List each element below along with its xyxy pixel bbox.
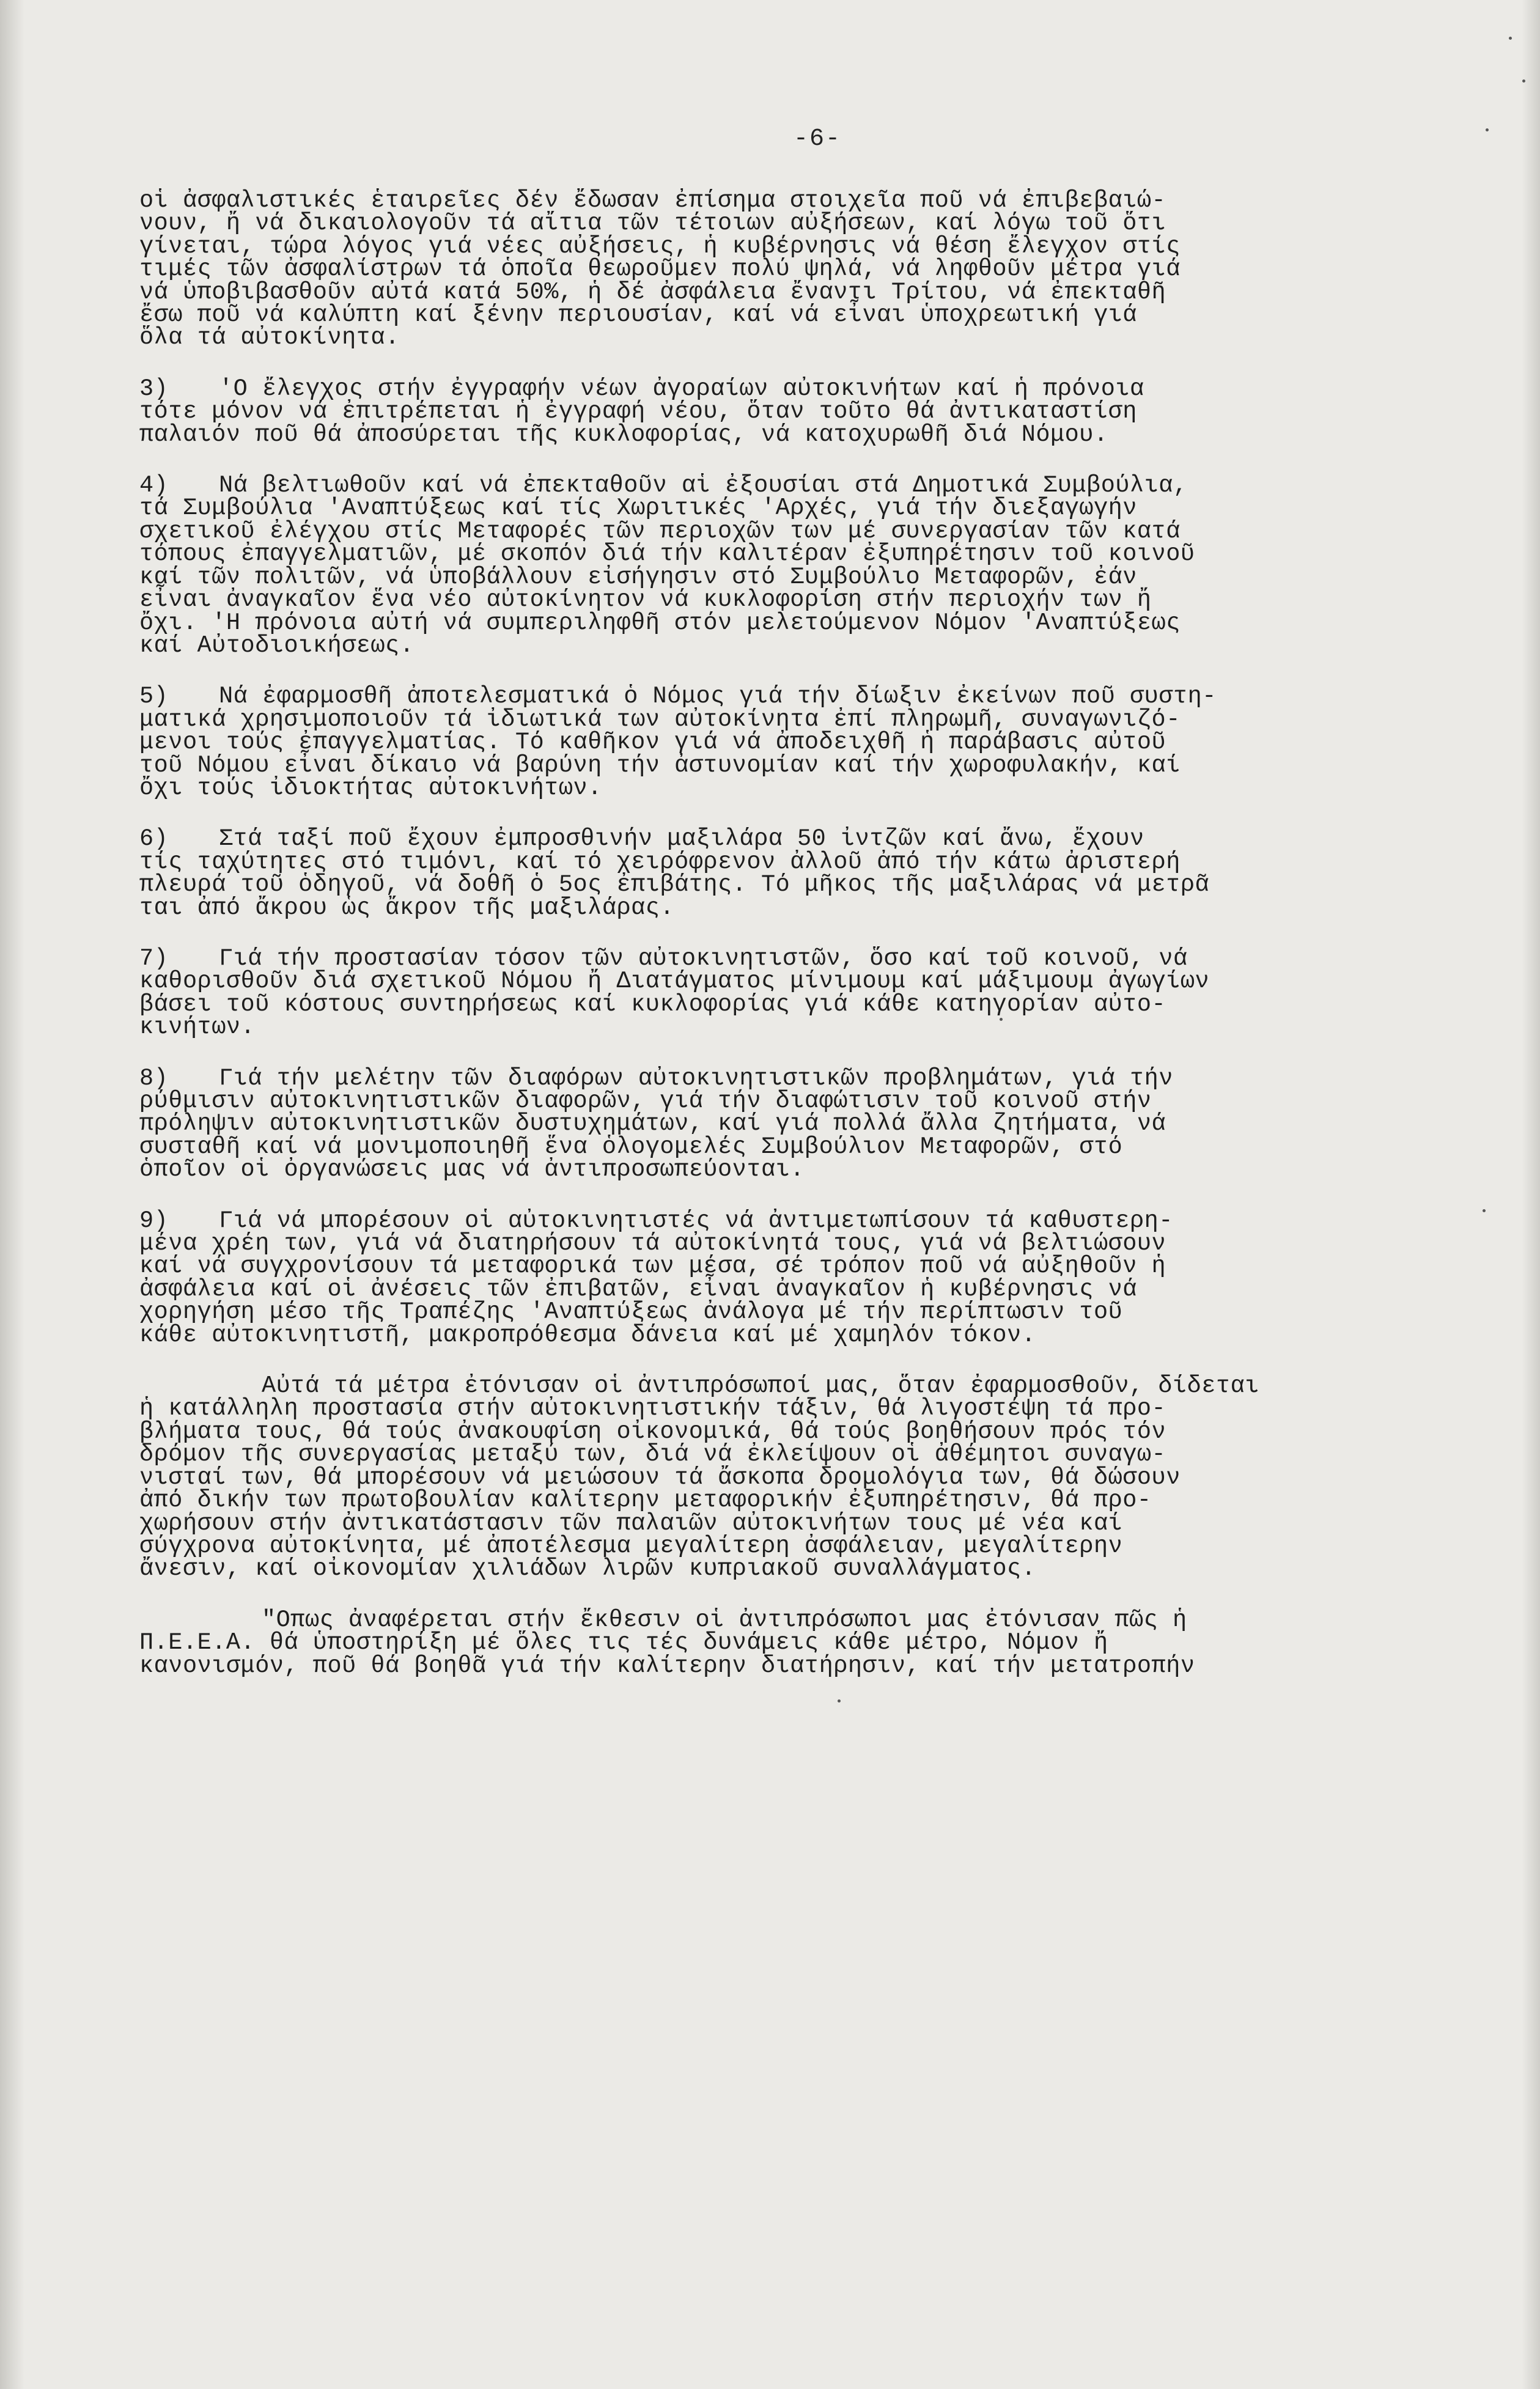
text-line [139,563,1442,591]
scan-speck [1509,37,1512,40]
text-line [139,609,1442,636]
paragraph-item-4 [139,474,1442,657]
text-line [139,1395,1442,1423]
item-number: 4) [139,472,169,499]
line-text: ἔσω ποῦ νά καλύπτη καί ξένην περιουσίαν, καί νά εἶναι ὑποχρεωτική γιά [139,301,1137,329]
paragraph-item-3 [139,375,1442,448]
text-line [139,825,1442,853]
text-line [139,1532,1442,1559]
line-text: νά ὑποβιβασθοῦν αὐτά κατά 50%, ἡ δέ ἀσφάλεια ἔναντι Τρίτου, νά ἐπεκταθῆ [139,278,1166,306]
line-text: Γιά τήν προστασίαν τόσον τῶν αὐτοκινητιστῶν, ὅσο καί τοῦ κοινοῦ, νά [219,944,1188,972]
text-line [139,540,1442,568]
scan-speck [1522,79,1525,83]
item-number: 9) [139,1207,169,1234]
line-text: πρόληψιν αὐτοκινητιστικῶν δυστυχημάτων, καί γιά πολλά ἄλλα ζητήματα, νά [139,1110,1166,1138]
text-line [139,1418,1442,1445]
line-text: ἄνεσιν, καί οἰκονομίαν χιλιάδων λιρῶν κυπριακοῦ συναλλάγματος. [139,1555,1036,1583]
page-edge-shadow-right [1522,0,1540,2389]
line-text: Π.Ε.Ε.Α. θά ὑποστηρίξη μέ ὅλες τις τές δυνάμεις κάθε μέτρο, Νόμον ἤ [139,1629,1108,1657]
text-line [139,1158,1442,1181]
text-line [139,1629,1442,1657]
line-text: Νά ἐφαρμοσθῆ ἀποτελεσματικά ὁ Νόμος γιά τήν δίωξιν ἐκείνων ποῦ συστη- [219,683,1217,710]
line-text: τιμές τῶν ἀσφαλίστρων τά ὁποῖα θεωροῦμεν πολύ ψηλά, νά ληφθοῦν μέτρα γιά [139,256,1181,283]
scan-speck [1486,128,1489,131]
text-line [139,1064,1442,1092]
line-text: ἡ κατάλληλη προστασία στήν αὐτοκινητιστικήν τάξιν, θά λιγοστέψη τά προ- [139,1395,1166,1423]
text-line [139,631,1442,659]
line-text: οἱ ἀσφαλιστικές ἑταιρεῖες δέν ἔδωσαν ἐπίσημα στοιχεῖα ποῦ νά ἐπιβεβαιώ- [139,187,1166,214]
paragraph-item-9 [139,1207,1442,1349]
text-line [139,1372,1442,1400]
text-line [139,1606,1442,1633]
page-number: -6- [794,125,842,153]
line-text: συσταθῆ καί νά μονιμοποιηθῆ ἕνα ὁλογομελές Συμβούλιον Μεταφορῶν, στό [139,1133,1123,1160]
item-number: 7) [139,944,169,972]
text-line [139,1232,1442,1255]
text-line [139,400,1442,423]
text-line [139,497,1442,520]
text-line [139,375,1442,402]
line-text: τότε μόνον νά ἐπιτρέπεται ἡ ἐγγραφή νέου, ὅταν τοῦτο θά ἀντικαταστίση [139,398,1137,425]
text-line [139,944,1442,972]
text-line [139,970,1442,993]
text-line [139,474,1442,497]
item-number: 6) [139,825,169,853]
line-text: καθορισθοῦν διά σχετικοῦ Νόμου ἤ Διατάγματος μίνιμουμ καί μάξιμουμ ἀγωγίων [139,968,1210,995]
text-line [139,894,1442,921]
text-line [139,1509,1442,1537]
line-text: τοῦ Νόμου εἶναι δίκαιο νά βαρύνη τήν ἀστυνομίαν καί τήν χωροφυλακήν, καί [139,751,1181,779]
text-line [139,278,1442,306]
line-text: εἶναι ἀναγκαῖον ἕνα νέο αὐτοκίνητον νά κυκλοφορίση στήν περιοχήν των ἤ [139,586,1152,614]
text-line [139,1463,1442,1491]
line-text: πλευρά τοῦ ὁδηγοῦ, νά δοθῆ ὁ 5ος ἐπιβάτης. Τό μῆκος τῆς μαξιλάρας νά μετρᾶ [139,871,1210,899]
text-line [139,1255,1442,1278]
item-number: 8) [139,1064,169,1092]
line-text: ἀσφάλεια καί οἱ ἀνέσεις τῶν ἐπιβατῶν, εἶναι ἀναγκαῖον ἡ κυβέρνησις νά [139,1275,1137,1303]
scan-speck [1000,1018,1003,1021]
text-line [139,1652,1442,1679]
line-text: νισταί των, θά μπορέσουν νά μειώσουν τά ἄσκοπα δρομολόγια των, θά δώσουν [139,1463,1181,1491]
line-text: ὄχι. 'Η πρόνοια αὐτή νά συμπεριληφθῆ στόν μελετούμενον Νόμον 'Αναπτύξεως [139,609,1181,636]
line-text: 'Ο ἔλεγχος στήν ἐγγραφήν νέων ἀγοραίων αὐτοκινήτων καί ἡ πρόνοια [219,375,1144,402]
text-line [139,517,1442,545]
text-line [139,1443,1442,1466]
text-line [139,212,1442,235]
text-line [139,586,1442,614]
text-line [139,751,1442,779]
text-line [139,1321,1442,1349]
text-line [139,1016,1442,1039]
line-text: παλαιόν ποῦ θά ἀποσύρεται τῆς κυκλοφορίας, νά κατοχυρωθῆ διά Νόμου. [139,421,1108,448]
line-text: γίνεται, τώρα λόγος γιά νέες αὐξήσεις, ἡ κυβέρνησις νά θέση ἔλεγχον στίς [139,232,1181,260]
scan-speck [1483,1209,1486,1212]
text-line [139,421,1442,448]
line-text: ὅλα τά αὐτοκίνητα. [139,324,400,352]
line-text: "Οπως ἀναφέρεται στήν ἔκθεσιν οἱ ἀντιπρόσωποι μας ἐτόνισαν πῶς ἡ [262,1606,1187,1633]
text-line [139,871,1442,899]
paragraph-item-6 [139,825,1442,921]
text-line [139,731,1442,754]
line-text: νουν, ἤ νά δικαιολογοῦν τά αἴτια τῶν τέτοιων αὐξήσεων, καί λόγω τοῦ ὅτι [139,210,1166,237]
line-text: βλήματα τους, θά τούς ἀνακουφίση οἰκονομικά, θά τούς βοηθήσουν πρός τόν [139,1418,1166,1445]
line-text: κάθε αὐτοκινητιστῆ, μακροπρόθεσμα δάνεια καί μέ χαμηλόν τόκον. [139,1321,1036,1349]
line-text: ὁποῖον οἱ ὀργανώσεις μας νά ἀντιπροσωπεύονται. [139,1156,805,1183]
paragraph-item-7 [139,944,1442,1041]
line-text: ματικά χρησιμοποιοῦν τά ἰδιωτικά των αὐτοκίνητα ἐπί πληρωμῆ, συναγωνιζό- [139,705,1181,733]
text-line [139,324,1442,352]
line-text: καί Αὐτοδιοικήσεως. [139,631,414,659]
line-text: ται ἀπό ἄκρου ὡς ἄκρον τῆς μαξιλάρας. [139,894,675,921]
text-line [139,1298,1442,1326]
paragraph-item-5 [139,685,1442,800]
text-line [139,1275,1442,1303]
text-line [139,705,1442,733]
line-text: μενοι τούς ἐπαγγελματίας. Τό καθῆκον γιά νά ἀποδειχθῆ ἡ παράβασις αὐτοῦ [139,729,1166,756]
text-line [139,258,1442,281]
paragraph-closing-1 [139,1372,1442,1583]
line-text: χορηγήση μέσο τῆς Τραπέζης 'Αναπτύξεως ἀνάλογα μέ τήν περίπτωσιν τοῦ [139,1298,1123,1326]
text-line [139,774,1442,801]
scan-speck [838,1699,841,1702]
line-text: τόπους ἐπαγγελματιῶν, μέ σκοπόν διά τήν καλιτέραν ἐξυπηρέτησιν τοῦ κοινοῦ [139,540,1195,568]
line-text: τά Συμβούλια 'Αναπτύξεως καί τίς Χωριτικές 'Αρχές, γιά τήν διεξαγωγήν [139,495,1137,522]
document-body [139,187,1442,1706]
text-line [139,1133,1442,1160]
line-text: ὄχι τούς ἰδιοκτήτας αὐτοκινήτων. [139,774,602,801]
line-text: ἀπό δικήν των πρωτοβουλίαν καλίτερην μεταφορικήν ἐξυπηρέτησιν, θά προ- [139,1487,1152,1514]
line-text: καί νά συγχρονίσουν τά μεταφορικά των μέσα, σέ τρόπον ποῦ νά αὐξηθοῦν ἡ [139,1253,1166,1280]
text-line [139,1090,1442,1113]
text-line [139,1489,1442,1512]
line-text: καί τῶν πολιτῶν, νά ὑποβάλλουν εἰσήγησιν στό Συμβούλιο Μεταφορῶν, ἐάν [139,563,1137,591]
paragraph-closing-2 [139,1606,1442,1679]
text-line [139,1207,1442,1234]
text-line [139,1555,1442,1583]
item-number: 5) [139,683,169,710]
text-line [139,848,1442,875]
text-line [139,1110,1442,1138]
line-text: βάσει τοῦ κόστους συντηρήσεως καί κυκλοφορίας γιά κάθε κατηγορίαν αὐτο- [139,990,1166,1018]
line-text: Νά βελτιωθοῦν καί νά ἐπεκταθοῦν αἱ ἐξουσίαι στά Δημοτικά Συμβούλια, [219,472,1188,499]
line-text: Στά ταξί ποῦ ἔχουν ἐμπροσθινήν μαξιλάρα 50 ἰντζῶν καί ἄνω, ἔχουν [219,825,1144,853]
paragraph-item-8 [139,1064,1442,1183]
line-text: ρύθμισιν αὐτοκινητιστικῶν διαφορῶν, γιά τήν διαφώτισιν τοῦ κοινοῦ στήν [139,1088,1152,1114]
line-text: χωρήσουν στήν ἀντικατάστασιν τῶν παλαιῶν αὐτοκινήτων τους μέ νέα καί [139,1509,1123,1537]
text-line [139,301,1442,329]
line-text: μένα χρέη των, γιά νά διατηρήσουν τά αὐτοκίνητά τους, γιά νά βελτιώσουν [139,1230,1166,1257]
line-text: Γιά νά μπορέσουν οἱ αὐτοκινητιστές νά ἀντιμετωπίσουν τά καθυστερη- [219,1207,1173,1234]
line-text: Αὐτά τά μέτρα ἐτόνισαν οἱ ἀντιπρόσωποί μας, ὅταν ἐφαρμοσθοῦν, δίδεται [262,1372,1259,1400]
line-text: σχετικοῦ ἐλέγχου στίς Μεταφορές τῶν περιοχῶν των μέ συνεργασίαν τῶν κατά [139,517,1181,545]
paragraph-intro [139,187,1442,352]
text-line [139,232,1442,260]
line-text: Γιά τήν μελέτην τῶν διαφόρων αὐτοκινητιστικῶν προβλημάτων, γιά τήν [219,1064,1173,1092]
line-text: δρόμον τῆς συνεργασίας μεταξύ των, διά νά ἐκλείψουν οἱ ἀθέμητοι συναγω- [139,1441,1166,1468]
item-number: 3) [139,375,169,402]
text-line [139,990,1442,1018]
page-edge-shadow-left [0,0,24,2389]
line-text: κανονισμόν, ποῦ θά βοηθᾶ γιά τήν καλίτερην διατήρησιν, καί τήν μετατροπήν [139,1652,1195,1679]
line-text: κινήτων. [139,1014,256,1041]
text-line [139,685,1442,708]
line-text: σύγχρονα αὐτοκίνητα, μέ ἀποτέλεσμα μεγαλίτερη ἀσφάλειαν, μεγαλίτερην [139,1532,1123,1559]
line-text: τίς ταχύτητες στό τιμόνι, καί τό χειρόφρενον ἀλλοῦ ἀπό τήν κάτω ἀριστερή [139,848,1181,875]
text-line [139,187,1442,214]
